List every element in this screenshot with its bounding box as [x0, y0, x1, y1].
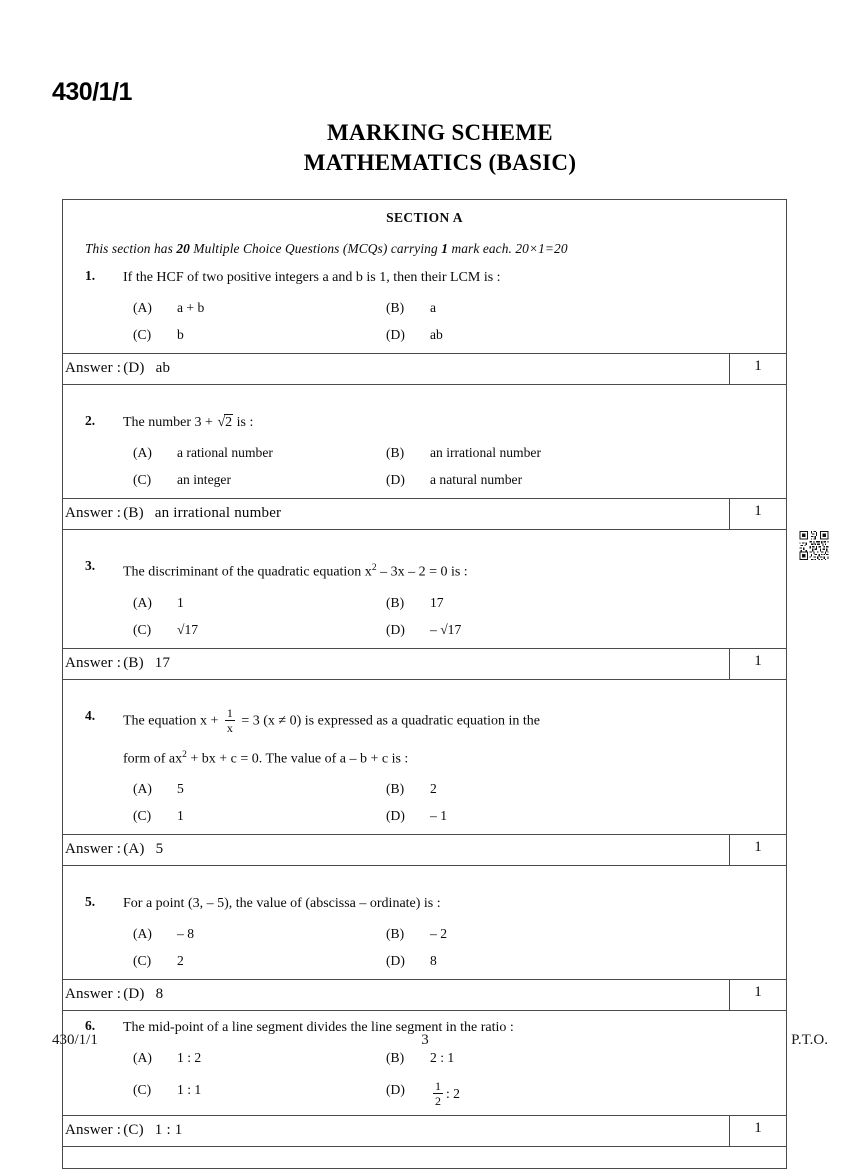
question-number: 1. — [85, 268, 96, 283]
marks-cell: 1 — [729, 354, 786, 384]
option-c[interactable] — [133, 470, 386, 490]
option-a[interactable] — [133, 443, 386, 463]
option-d[interactable] — [386, 325, 443, 345]
options-group — [63, 770, 786, 834]
page-footer — [52, 1032, 828, 1049]
qr-code-icon — [798, 528, 830, 563]
option-value — [430, 1080, 460, 1107]
option-value: 2 : 1 — [430, 1050, 455, 1066]
question-text-line-2 — [123, 744, 540, 771]
option-label: (A) — [133, 926, 152, 942]
question-text-pre: The number 3 + — [123, 415, 217, 430]
option-d[interactable] — [386, 470, 522, 490]
question-line2-post: + bx + c = 0. The value of a – b + c is : — [186, 751, 409, 767]
option-label: (C) — [133, 808, 152, 824]
page-title-subject: MATHEMATICS (BASIC) — [303, 150, 577, 175]
section-note-part3: mark each. 20×1=20 — [448, 241, 568, 256]
option-label: (D) — [386, 621, 405, 637]
option-d[interactable] — [386, 620, 461, 640]
options-row — [133, 470, 786, 490]
question-row — [63, 261, 786, 289]
question-text — [123, 557, 488, 584]
option-label: (C) — [133, 327, 152, 342]
footer-pto: P.T.O. — [791, 1032, 828, 1048]
option-b[interactable] — [386, 443, 541, 463]
answer-text — [63, 835, 729, 865]
question-text — [123, 412, 273, 434]
answer-choice: (D) — [123, 986, 145, 1003]
marks-cell: 1 — [729, 499, 786, 529]
answer-choice: (B) — [123, 654, 144, 671]
option-value: a + b — [177, 300, 205, 315]
options-row — [133, 325, 786, 345]
answer-text — [63, 1116, 729, 1146]
block-gap — [63, 866, 786, 887]
question-row — [63, 701, 786, 771]
answer-label: Answer : — [65, 505, 122, 521]
option-value: 1 — [177, 594, 184, 610]
radical-sign: √ — [217, 415, 226, 430]
option-label: (C) — [133, 472, 152, 487]
options-row — [133, 298, 786, 318]
option-label: (B) — [386, 926, 405, 942]
option-b[interactable] — [386, 298, 436, 318]
answer-strip — [63, 979, 786, 1011]
option-value: b — [177, 327, 184, 342]
option-value: – 2 — [430, 926, 447, 942]
marks-cell: 1 — [729, 835, 786, 865]
option-label: (A) — [133, 594, 152, 610]
answer-strip — [63, 834, 786, 866]
option-label: (C) — [133, 953, 152, 969]
option-value: a rational number — [177, 445, 273, 460]
option-value: 1 : 1 — [177, 1082, 202, 1098]
question-block-4 — [63, 701, 786, 888]
fraction-one-half — [433, 1080, 443, 1107]
answer-value: 5 — [155, 841, 164, 858]
option-label: (C) — [133, 1082, 152, 1098]
block-gap — [63, 385, 786, 406]
question-text-pre: The discriminant of the quadratic equation x — [123, 564, 372, 580]
options-group — [63, 584, 786, 648]
option-label: (A) — [133, 1050, 152, 1066]
answer-value: 1 : 1 — [154, 1122, 183, 1139]
option-value: 2 — [430, 781, 437, 797]
options-row — [133, 443, 786, 463]
options-row — [133, 951, 786, 971]
options-row — [133, 1048, 786, 1068]
answer-choice: (D) — [123, 360, 145, 376]
option-label: (A) — [133, 781, 152, 797]
option-label: (D) — [386, 472, 405, 487]
option-b[interactable] — [386, 924, 447, 944]
marking-scheme-table — [62, 199, 787, 1169]
option-a[interactable] — [133, 1048, 386, 1068]
option-value: 5 — [177, 781, 184, 797]
question-text-post: – 3x – 2 = 0 is : — [376, 564, 468, 580]
section-note-part2: Multiple Choice Questions (MCQs) carrying — [189, 241, 442, 256]
option-label: (B) — [386, 594, 405, 610]
answer-text — [63, 354, 729, 384]
section-heading: SECTION A — [386, 210, 463, 225]
answer-strip — [63, 498, 786, 530]
answer-text — [63, 499, 729, 529]
fraction-denominator: 2 — [435, 1094, 441, 1109]
answer-text — [63, 980, 729, 1010]
option-value: a — [430, 300, 437, 315]
answer-choice: (C) — [123, 1122, 144, 1139]
options-row — [133, 1080, 786, 1107]
block-gap — [63, 680, 786, 701]
question-text: The mid-point of a line segment divides the line segment in the ratio : — [123, 1020, 514, 1036]
answer-label: Answer : — [65, 654, 122, 671]
question-row — [63, 887, 786, 915]
option-c[interactable] — [133, 325, 386, 345]
option-a[interactable] — [133, 298, 386, 318]
option-value: – √17 — [430, 621, 462, 637]
answer-label: Answer : — [65, 360, 122, 376]
question-number: 4. — [85, 707, 96, 723]
option-label: (B) — [386, 1050, 405, 1066]
section-instruction — [63, 228, 786, 261]
option-c[interactable] — [133, 1080, 386, 1107]
options-row — [133, 620, 786, 640]
question-row — [63, 551, 786, 584]
fraction-one-over-x — [225, 707, 235, 734]
answer-text — [63, 649, 729, 679]
options-row — [133, 806, 786, 826]
answer-value: 17 — [154, 654, 171, 671]
question-text-post: is : — [233, 415, 254, 430]
options-group — [63, 434, 786, 498]
section-note-bold2: 1 — [441, 241, 448, 256]
answer-value: an irrational number — [154, 505, 282, 521]
option-label: (D) — [386, 327, 405, 342]
answer-strip — [63, 1115, 786, 1147]
question-number: 5. — [85, 894, 96, 910]
answer-label: Answer : — [65, 1122, 122, 1139]
answer-value: 8 — [155, 986, 164, 1003]
option-label: (D) — [386, 808, 405, 824]
question-row — [63, 406, 786, 434]
fraction-denominator: x — [226, 720, 233, 735]
option-label: (B) — [386, 300, 405, 315]
option-label: (A) — [133, 445, 152, 460]
option-value: 1 — [177, 808, 184, 824]
option-label: (C) — [133, 621, 152, 637]
option-label: (B) — [386, 781, 405, 797]
marks-cell: 1 — [729, 1116, 786, 1146]
footer-page-number: 3 — [421, 1032, 429, 1048]
option-c[interactable] — [133, 620, 386, 640]
option-d[interactable] — [386, 1080, 460, 1107]
option-label: (B) — [386, 445, 405, 460]
option-label: (D) — [386, 953, 405, 969]
answer-strip — [63, 648, 786, 680]
footer-paper-code: 430/1/1 — [52, 1032, 98, 1048]
answer-label: Answer : — [65, 841, 122, 858]
option-value: 2 — [177, 953, 184, 969]
section-note-bold1: 20 — [176, 241, 190, 256]
options-group — [63, 1039, 786, 1115]
question-text — [123, 707, 560, 771]
option-value: an irrational number — [430, 445, 541, 460]
marks-cell: 1 — [729, 980, 786, 1010]
option-d[interactable] — [386, 951, 437, 971]
block-gap — [63, 1147, 786, 1168]
answer-choice: (B) — [123, 505, 144, 521]
option-a[interactable] — [133, 593, 386, 613]
block-gap — [63, 530, 786, 551]
option-b[interactable] — [386, 593, 444, 613]
exponent: 2 — [182, 749, 187, 760]
option-d[interactable] — [386, 806, 447, 826]
radical-argument: 2 — [225, 415, 233, 430]
option-value: an integer — [177, 472, 231, 487]
option-value: 1 : 2 — [177, 1050, 202, 1066]
option-c[interactable] — [133, 806, 386, 826]
option-a[interactable] — [133, 924, 386, 944]
option-value: 8 — [430, 953, 437, 969]
sqrt-expression — [216, 412, 233, 434]
question-text-pre: The equation x + — [123, 713, 222, 729]
page-title-marking-scheme: MARKING SCHEME — [327, 120, 553, 145]
option-label: (D) — [386, 1082, 405, 1098]
section-note-part1: This section has — [85, 241, 177, 256]
option-c[interactable] — [133, 951, 386, 971]
question-number: 2. — [85, 413, 96, 428]
question-line2-pre: form of ax — [123, 751, 183, 767]
paper-code-header: 430/1/1 — [52, 78, 132, 106]
options-row — [133, 779, 786, 799]
option-b[interactable] — [386, 1048, 454, 1068]
answer-choice: (A) — [123, 841, 145, 858]
answer-value: ab — [155, 360, 171, 376]
options-row — [133, 593, 786, 613]
option-value: ab — [430, 327, 443, 342]
option-label: (A) — [133, 300, 152, 315]
option-a[interactable] — [133, 779, 386, 799]
option-value: – 8 — [177, 926, 194, 942]
option-value: – 1 — [430, 808, 447, 824]
question-number: 3. — [85, 558, 96, 573]
qr-code-svg — [798, 528, 830, 563]
question-text-post: = 3 (x ≠ 0) is expressed as a quadratic equation in the — [237, 713, 540, 729]
question-text-line-1 — [123, 707, 540, 734]
option-b[interactable] — [386, 779, 437, 799]
option-value: 17 — [430, 594, 444, 610]
answer-strip — [63, 353, 786, 385]
option-value: √17 — [177, 621, 199, 637]
fraction-numerator: 1 — [435, 1079, 441, 1094]
options-group — [63, 915, 786, 979]
question-text: If the HCF of two positive integers a and b is 1, then their LCM is : — [123, 270, 501, 285]
marks-cell: 1 — [729, 649, 786, 679]
option-value: a natural number — [430, 472, 523, 487]
answer-label: Answer : — [65, 986, 122, 1003]
options-group — [63, 289, 786, 353]
fraction-numerator: 1 — [226, 705, 233, 720]
question-number: 6. — [85, 1018, 96, 1034]
options-row — [133, 924, 786, 944]
document-titles — [0, 118, 850, 178]
question-block-2 — [63, 406, 786, 551]
question-block-3 — [63, 551, 786, 701]
ratio-suffix: : 2 — [446, 1086, 460, 1102]
question-block-1 — [63, 261, 786, 406]
question-block-5 — [63, 887, 786, 1011]
exponent: 2 — [371, 563, 377, 573]
question-text: For a point (3, – 5), the value of (abscissa – ordinate) is : — [123, 896, 441, 912]
